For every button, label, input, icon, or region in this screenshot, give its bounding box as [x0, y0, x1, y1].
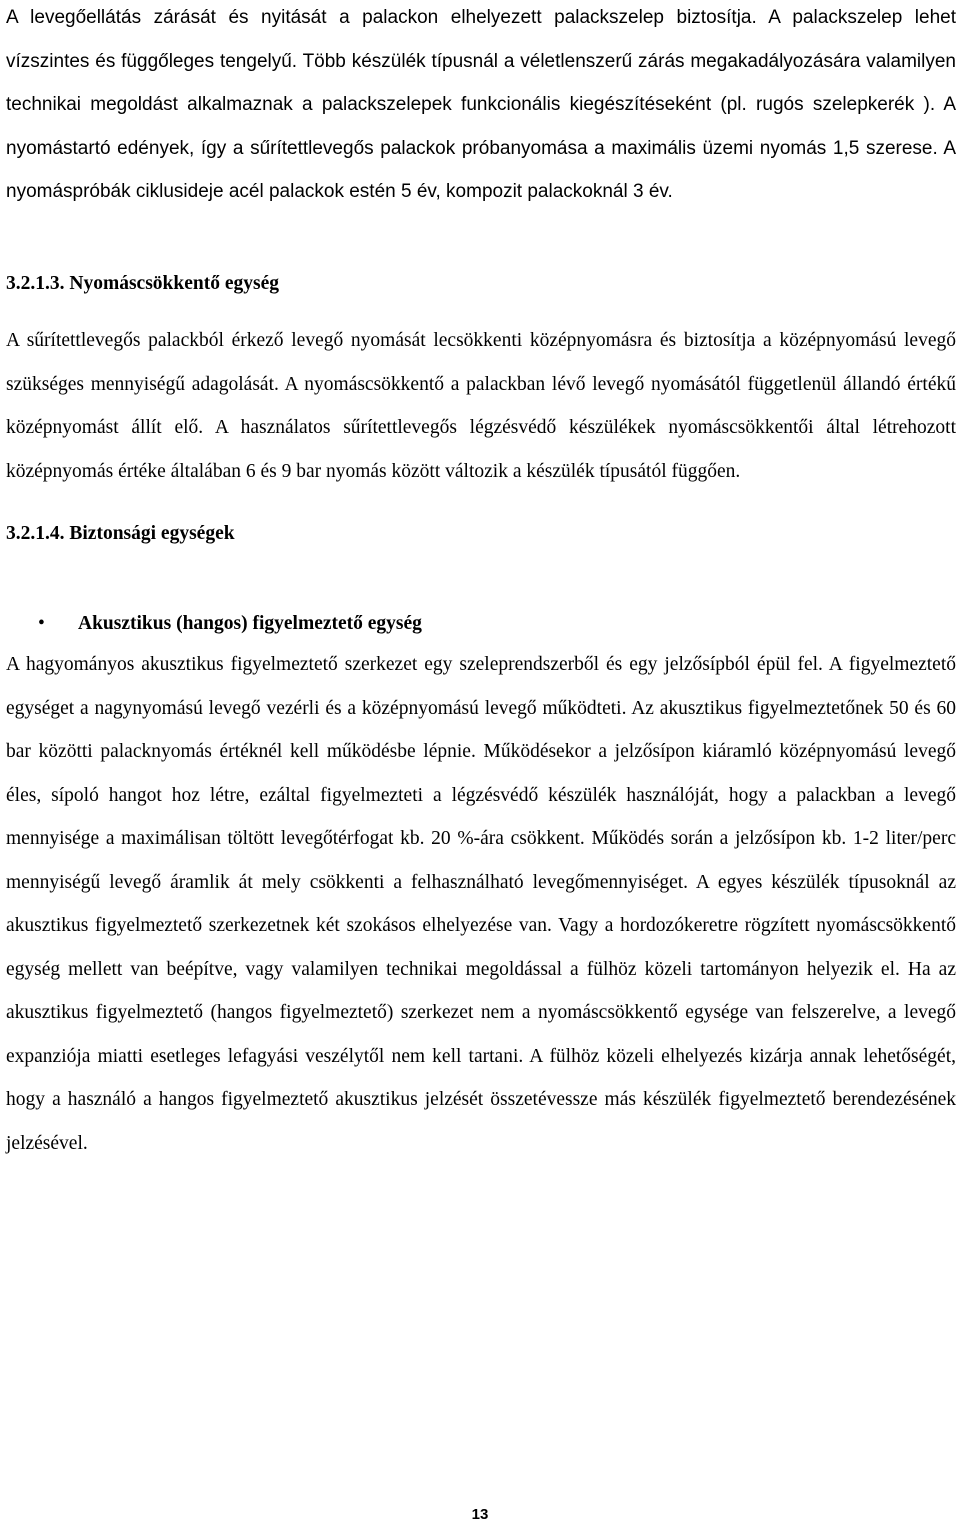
bullet-icon: •: [38, 612, 45, 634]
paragraph-pressure-reducer: A sűrítettlevegős palackból érkező levegő nyomását lecsökkenti középnyomásra és biztosítja a középnyomású levegő szükséges mennyiségű adagolását. A nyomáscsökkentő a palackban lévő levegő nyomásától függetlenül állandó értékű középnyomást állít elő. A használatos sűrítettlevegős légzésvédő készülékek nyomáscsökkentői által létrehozott középnyomás értéke általában 6 és 9 bar nyomás között változik a készülék típusától függően.: [6, 330, 956, 482]
document-page: [6, 0, 956, 1165]
heading-safety-units: 3.2.1.4. Biztonsági egységek: [6, 523, 235, 544]
paragraph-cylinder-valve: A levegőellátás zárását és nyitását a palackon elhelyezett palackszelep biztosítja. A palackszelep lehet vízszintes és függőleges tengelyű. Több készülék típusnál a véletlenszerű zárás megakadályozására valamilyen technikai megoldást alkalmaznak a palackszelepek funkcionális kiegészítéseként (pl. rugós szelepkerék ). A nyomástartó edények, így a sűrítettlevegős palackok próbanyomása a maximális üzemi nyomás 1,5 szerese. A nyomáspróbák ciklusideje acél palackok estén 5 év, kompozit palackoknál 3 év.: [6, 7, 956, 202]
page-number: 13: [471, 1506, 489, 1523]
bullet-item-acoustic-warning: [6, 602, 956, 646]
paragraph-acoustic-warning: A hagyományos akusztikus figyelmeztető szerkezet egy szeleprendszerből és egy jelzősípból épül fel. A figyelmeztető egységet a nagynyomású levegő vezérli és a középnyomású levegő működteti. Az akusztikus figyelmeztetőnek 50 és 60 bar közötti palacknyomás értéknél kell működésbe lépnie. Működésekor a jelzősípon kiáramló középnyomású levegő éles, sípoló hangot hoz létre, ezáltal figyelmezteti a légzésvédő készülék használóját, hogy a palackban a levegő mennyisége a maximálisan töltött levegőtérfogat kb. 20 %-ára csökkent. Működés során a jelzősípon kb. 1-2 liter/perc mennyiségű levegő áramlik át mely csökkenti a felhasználható levegőmennyiséget. A egyes készülék típusoknál az akusztikus figyelmeztető szerkezetnek két szokásos elhelyezése van. Vagy a hordozókeretre rögzített nyomáscsökkentő egység mellett van beépítve, vagy valamilyen technikai megoldással a fülhöz közeli tartományon helyezik el. Ha az akusztikus figyelmeztető (hangos figyelmeztető) szerkezet nem a nyomáscsökkentő egysége van felszerelve, a levegő expanziója miatti esetleges lefagyási veszélytől nem kell tartani. A fülhöz közeli elhelyezés kizárja annak lehetőségét, hogy a használó a hangos figyelmeztető akusztikus jelzését összetévessze más készülék figyelmeztető berendezésének jelzésével.: [6, 654, 956, 1154]
heading-pressure-reducer: 3.2.1.3. Nyomáscsökkentő egység: [6, 272, 279, 294]
bullet-item-label: Akusztikus (hangos) figyelmeztető egység: [78, 612, 422, 634]
